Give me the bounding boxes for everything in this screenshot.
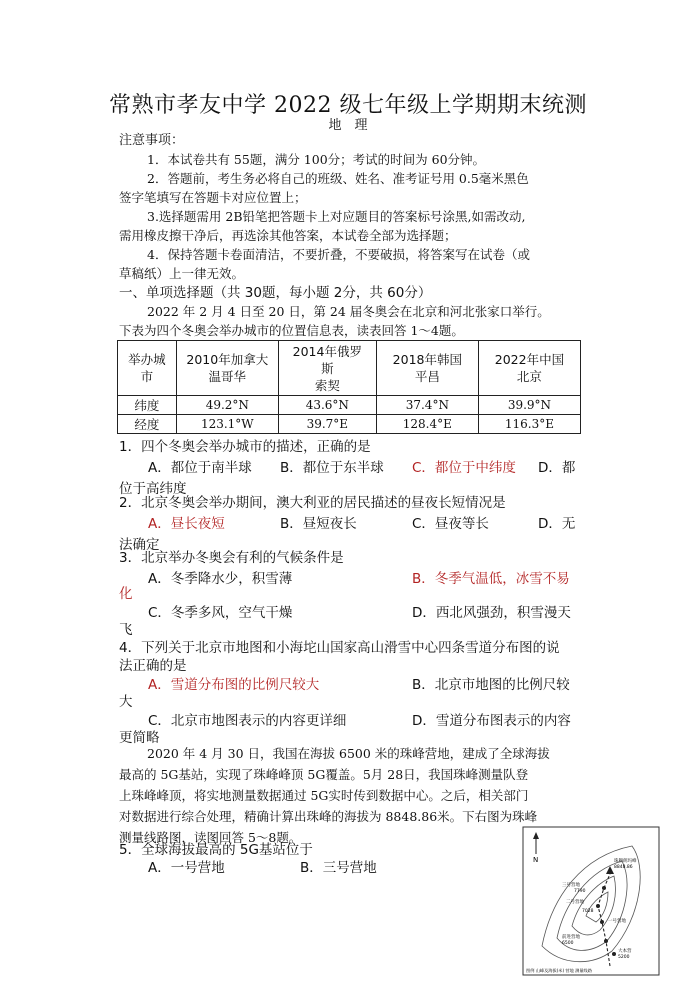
table-lat-value: 37.4°N [376, 396, 478, 415]
table-lon-value: 128.4°E [376, 415, 478, 434]
map-label: 珠穆朗玛峰 [614, 859, 637, 864]
map-label: 5200 [618, 955, 630, 960]
table-lat-value: 43.6°N [278, 396, 376, 415]
table-lon-value: 39.7°E [278, 415, 376, 434]
option-b-answer: B．冬季气温低，冰雪不易 [412, 571, 570, 587]
notice-line: 1．本试卷共有 55题，满分 100分；考试的时间为 60分钟。 [147, 152, 486, 167]
map-label: 7028 [582, 909, 594, 914]
notice-heading: 注意事项： [119, 133, 185, 148]
map-label: 8848.86 [614, 865, 633, 870]
table-header-city: 举办城 市 [118, 341, 177, 396]
option-b-continued: 大 [119, 694, 133, 710]
passage-line: 最高的 5G基站，实现了珠峰峰顶 5G覆盖。5月 28日，我国珠峰测量队登 [119, 767, 529, 782]
option-a: A．冬季降水少，积雪薄 [148, 571, 293, 587]
map-label: 三号营地 [562, 883, 580, 888]
north-label: N [533, 856, 539, 864]
question-stem: 4．下列关于北京市地图和小海坨山国家高山滑雪中心四条雪道分布图的说 [119, 640, 560, 656]
camp-icon [596, 904, 600, 908]
passage-line: 上珠峰峰顶，将实地测量数据通过 5G实时传到数据中心。之后，相关部门 [119, 788, 529, 803]
table-lon-label: 经度 [118, 415, 177, 434]
option-b-continued: 化 [119, 586, 133, 602]
question-stem-continued: 法正确的是 [119, 658, 187, 674]
passage-line: 对数据进行综合处理，精确计算出珠峰的海拔为 8848.86米。下右图为珠峰 [119, 809, 538, 824]
notice-line: 需用橡皮擦干净后，再选涂其他答案，本试卷全部为选择题； [119, 228, 457, 243]
table-lon-value: 116.3°E [478, 415, 580, 434]
map-label: 前进营地 [562, 935, 580, 940]
option-c: C．北京市地图表示的内容更详细 [148, 713, 347, 729]
passage-line: 测量线路图，读图回答 5～8题。 [119, 830, 302, 845]
table-city-cell: 2022年中国 北京 [478, 341, 580, 396]
option-b: B．北京市地图的比例尺较 [412, 677, 570, 693]
option-a: A．都位于南半球 [148, 460, 252, 476]
everest-route-map [522, 826, 660, 976]
map-label: 一号营地 [608, 919, 626, 924]
camp-icon [612, 952, 616, 956]
option-d-continued: 飞 [119, 622, 133, 638]
exam-title: 常熟市孝友中学 2022 级七年级上学期期末统测 [109, 93, 587, 118]
camp-icon [604, 939, 608, 943]
map-label: 7790 [574, 889, 586, 894]
option-d-continued: 位于高纬度 [119, 481, 187, 497]
option-a: A．一号营地 [148, 860, 225, 876]
notice-line: 3.选择题需用 2B铅笔把答题卡上对应题目的答案标号涂黑,如需改动, [147, 209, 526, 224]
table-lon-value: 123.1°W [176, 415, 278, 434]
camp-icon [600, 920, 604, 924]
option-b: B．都位于东半球 [280, 460, 384, 476]
table-city-cell: 2014年俄罗 斯 索契 [278, 341, 376, 396]
option-a-answer: A．昼长夜短 [148, 516, 225, 532]
option-c: C．冬季多风，空气干燥 [148, 605, 293, 621]
passage-line: 2020 年 4 月 30 日，我国在海拔 6500 米的珠峰营地，建成了全球海拔 [147, 746, 550, 761]
table-city-cell: 2018年韩国 平昌 [376, 341, 478, 396]
option-c-answer: C．都位于中纬度 [412, 460, 516, 476]
question-stem: 5．全球海拔最高的 5G基站位于 [119, 842, 313, 858]
notice-line: 2．答题前，考生务必将自己的班级、姓名、准考证号用 0.5毫米黑色 [147, 171, 529, 186]
option-d: D．雪道分布图表示的内容 [412, 713, 571, 729]
question-stem: 1．四个冬奥会举办城市的描述，正确的是 [119, 439, 371, 455]
option-d-continued: 法确定 [119, 537, 160, 553]
map-label: 大本营 [618, 949, 632, 954]
option-a-answer: A．雪道分布图的比例尺较大 [148, 677, 320, 693]
map-label: 二号营地 [566, 900, 584, 905]
intro-line: 下表为四个冬奥会举办城市的位置信息表，读表回答 1～4题。 [119, 323, 464, 338]
notice-line: 签字笔填写在答题卡对应位置上； [119, 190, 307, 205]
option-b: B．三号营地 [300, 860, 377, 876]
option-d: D．都 [538, 460, 576, 476]
table-lat-value: 49.2°N [176, 396, 278, 415]
table-city-cell: 2010年加拿大 温哥华 [176, 341, 278, 396]
option-d: D．无 [538, 516, 576, 532]
option-d: D．西北风强劲，积雪漫天 [412, 605, 571, 621]
notice-line: 草稿纸）上一律无效。 [119, 266, 245, 281]
camp-icon [602, 886, 606, 890]
table-lat-value: 39.9°N [478, 396, 580, 415]
host-city-table [117, 340, 581, 434]
map-label: 6500 [562, 941, 574, 946]
table-lat-label: 纬度 [118, 396, 177, 415]
map-legend: 图例 山峰及海拔(米) 营地 测量线路 [526, 968, 592, 973]
notice-line: 4．保持答题卡卷面清洁，不要折叠，不要破损，将答案写在试卷（或 [147, 247, 530, 262]
question-stem: 2．北京冬奥会举办期间，澳大利亚的居民描述的昼夜长短情况是 [119, 495, 506, 511]
section-heading: 一、单项选择题（共 30题，每小题 2分，共 60分） [119, 285, 432, 301]
question-stem: 3．北京举办冬奥会有利的气候条件是 [119, 550, 344, 566]
option-c: C．昼夜等长 [412, 516, 489, 532]
option-b: B．昼短夜长 [280, 516, 357, 532]
intro-line: 2022 年 2 月 4 日至 20 日，第 24 届冬奥会在北京和河北张家口举行。 [147, 304, 550, 319]
option-d-continued: 更简略 [119, 730, 160, 746]
subject-label: 地 理 [328, 118, 368, 133]
